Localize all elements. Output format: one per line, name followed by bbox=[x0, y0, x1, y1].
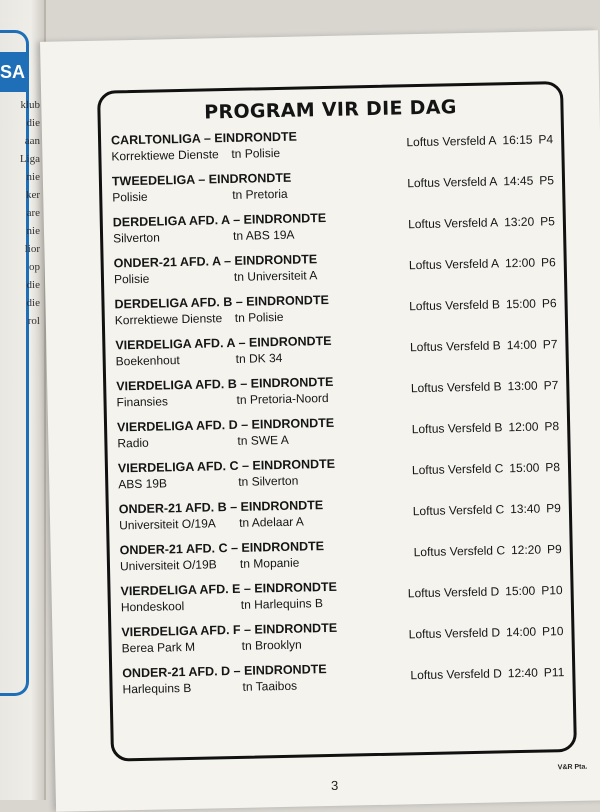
fixture-away-team: Polisie bbox=[244, 145, 281, 161]
fixture-venue: Loftus Versfeld B bbox=[411, 420, 503, 437]
fixture-away bbox=[239, 515, 304, 530]
fixture-home-team: Polisie bbox=[112, 189, 148, 205]
fixture-time: 15:00 bbox=[505, 583, 536, 599]
fixture-venue: Loftus Versfeld A bbox=[406, 133, 497, 150]
fixture-versus: tn bbox=[241, 638, 252, 653]
fixture-away-team: Harlequins B bbox=[254, 596, 324, 612]
fixture-venue: Loftus Versfeld D bbox=[407, 584, 500, 601]
fixture-away bbox=[233, 228, 295, 243]
fixture-pitch: P11 bbox=[543, 665, 565, 680]
fixture-time: 14:45 bbox=[503, 173, 534, 189]
fixture-slot bbox=[402, 583, 563, 600]
fixture-heading: VIERDELIGA AFD. E – EINDRONDTE bbox=[120, 579, 338, 599]
previous-page-line: die bbox=[26, 117, 40, 129]
fixture-heading: ONDER-21 AFD. A – EINDRONDTE bbox=[113, 252, 318, 271]
fixture-away bbox=[242, 638, 302, 653]
fixture-away bbox=[236, 351, 283, 366]
fixture-venue: Loftus Versfeld C bbox=[412, 502, 505, 519]
fixture-pitch: P7 bbox=[542, 337, 558, 352]
previous-page-line: lior bbox=[24, 243, 40, 255]
fixture-time: 15:00 bbox=[505, 296, 537, 312]
fixture-versus: tn bbox=[232, 228, 244, 243]
previous-page-line: are bbox=[26, 207, 40, 219]
fixture-slot bbox=[406, 460, 560, 477]
fixture-versus: tn bbox=[240, 597, 251, 612]
program-title: PROGRAM VIR DIE DAG bbox=[204, 96, 457, 124]
fixture-home-team: Radio bbox=[117, 435, 149, 451]
fixture-heading: VIERDELIGA AFD. D – EINDRONDTE bbox=[116, 415, 335, 435]
fixture-slot bbox=[403, 255, 556, 272]
fixture-away bbox=[232, 187, 288, 202]
fixture-versus: tn bbox=[235, 351, 246, 366]
fixture-away-team: ABS 19A bbox=[245, 227, 295, 243]
fixture-venue: Loftus Versfeld B bbox=[410, 379, 502, 396]
previous-page-line: rol bbox=[27, 315, 40, 327]
fixture-pitch: P5 bbox=[540, 214, 556, 229]
fixture-venue: Loftus Versfeld C bbox=[411, 461, 504, 478]
previous-page-text-fragments bbox=[0, 96, 40, 330]
fixture-home-team: Hondeskool bbox=[120, 599, 185, 615]
fixture-time: 13:20 bbox=[504, 214, 535, 230]
fixture-home-team: Finansies bbox=[116, 394, 169, 410]
fixture-time: 14:00 bbox=[505, 624, 537, 640]
fixture-heading: ONDER-21 AFD. B – EINDRONDTE bbox=[118, 498, 324, 517]
fixture-slot bbox=[404, 665, 564, 682]
fixture-home-team: Korrektiewe Dienste bbox=[111, 147, 219, 164]
previous-page-line: die bbox=[26, 279, 40, 291]
fixture-pitch: P8 bbox=[545, 460, 561, 475]
fixture-versus: tn bbox=[236, 392, 247, 407]
fixture-away-team: Pretoria-Noord bbox=[249, 390, 329, 407]
fixture-slot bbox=[400, 132, 553, 149]
fixture-versus: tn bbox=[238, 474, 249, 489]
fixture-away-team: Universiteit A bbox=[247, 268, 318, 284]
fixture-pitch: P8 bbox=[544, 419, 560, 434]
fixture-pitch: P6 bbox=[540, 255, 556, 270]
fixture-home-team: ABS 19B bbox=[118, 476, 168, 492]
fixture-time: 12:00 bbox=[504, 255, 536, 271]
fixture-list bbox=[101, 124, 573, 708]
fixture-home-team: Harlequins B bbox=[122, 680, 192, 697]
fixture-slot bbox=[401, 173, 554, 190]
fixture-slot bbox=[404, 337, 558, 354]
fixture-venue: Loftus Versfeld A bbox=[407, 174, 498, 191]
fixture-heading: ONDER-21 AFD. C – EINDRONDTE bbox=[119, 539, 325, 558]
fixture-time: 13:00 bbox=[507, 378, 538, 394]
fixture-slot bbox=[403, 296, 557, 313]
fixture-away bbox=[237, 433, 289, 448]
previous-page-heading-fragment: SA bbox=[0, 52, 26, 92]
fixture-heading: VIERDELIGA AFD. F – EINDRONDTE bbox=[121, 620, 338, 640]
fixture-heading: TWEEDELIGA – EINDRONDTE bbox=[111, 170, 292, 189]
page-number: 3 bbox=[330, 777, 339, 793]
fixture-home-team: Universiteit O/19A bbox=[118, 516, 216, 533]
fixture-time: 12:20 bbox=[510, 542, 542, 558]
fixture-pitch: P9 bbox=[546, 501, 562, 516]
fixture-venue: Loftus Versfeld B bbox=[409, 338, 501, 355]
fixture-pitch: P10 bbox=[541, 583, 563, 598]
fixture-away-team: Polisie bbox=[248, 309, 284, 325]
fixture-venue: Loftus Versfeld A bbox=[407, 215, 499, 232]
fixture-away bbox=[242, 679, 297, 694]
previous-page-line: op bbox=[29, 261, 40, 273]
fixture-venue: Loftus Versfeld D bbox=[410, 666, 502, 683]
fixture-time: 16:15 bbox=[502, 132, 533, 148]
fixture-heading: VIERDELIGA AFD. A – EINDRONDTE bbox=[115, 333, 332, 353]
fixture-away bbox=[238, 474, 298, 489]
fixture-away bbox=[236, 391, 328, 407]
fixture-away-team: Silverton bbox=[251, 473, 299, 489]
fixture-away-team: DK 34 bbox=[248, 350, 283, 366]
fixture-versus: tn bbox=[237, 433, 248, 448]
printer-credit: V&R Pta. bbox=[557, 763, 588, 772]
fixture-versus: tn bbox=[239, 556, 251, 571]
fixture-pitch: P4 bbox=[538, 132, 554, 147]
fixture-home-team: Berea Park M bbox=[121, 639, 196, 656]
fixture-home-team: Korrektiewe Dienste bbox=[114, 311, 223, 328]
fixture-away bbox=[240, 556, 300, 571]
fixture-pitch: P5 bbox=[539, 173, 555, 188]
previous-page-line: aan bbox=[24, 135, 40, 147]
previous-page-line: klub bbox=[20, 99, 40, 111]
previous-page-line: nie bbox=[26, 171, 40, 183]
fixture-away-team: Adelaar A bbox=[251, 514, 304, 530]
fixture-versus: tn bbox=[231, 146, 242, 161]
fixture-time: 12:00 bbox=[508, 419, 539, 435]
fixture-heading: DERDELIGA AFD. B – EINDRONDTE bbox=[114, 292, 329, 312]
fixture-heading: VIERDELIGA AFD. C – EINDRONDTE bbox=[117, 456, 336, 476]
fixture-away bbox=[235, 310, 284, 325]
fixture-away-team: Mopanie bbox=[253, 555, 300, 571]
fixture-versus: tn bbox=[234, 310, 245, 325]
fixture-venue: Loftus Versfeld D bbox=[408, 625, 501, 642]
fixture-away-team: SWE A bbox=[250, 432, 289, 448]
fixture-slot bbox=[402, 214, 555, 231]
fixture-slot bbox=[405, 378, 559, 395]
fixture-row bbox=[122, 657, 565, 707]
fixture-home-team: Boekenhout bbox=[115, 353, 180, 369]
fixture-time: 13:40 bbox=[510, 501, 541, 517]
fixture-slot bbox=[403, 624, 564, 641]
fixture-time: 14:00 bbox=[506, 337, 537, 353]
previous-page-line: Liga bbox=[19, 153, 40, 165]
fixture-slot bbox=[407, 501, 561, 518]
fixture-versus: tn bbox=[238, 515, 250, 530]
fixture-away-team: Taaibos bbox=[255, 678, 298, 694]
fixture-home-team: Polisie bbox=[113, 271, 150, 287]
fixture-away bbox=[231, 146, 280, 161]
fixture-versus: tn bbox=[242, 679, 253, 694]
fixture-pitch: P9 bbox=[546, 542, 562, 557]
fixture-home-team: Universiteit O/19B bbox=[119, 557, 217, 574]
program-frame bbox=[97, 81, 577, 762]
fixture-pitch: P6 bbox=[541, 296, 557, 311]
fixture-time: 15:00 bbox=[509, 460, 540, 476]
previous-page-edge bbox=[0, 0, 46, 800]
fixture-away bbox=[234, 268, 318, 284]
fixture-heading: DERDELIGA AFD. A – EINDRONDTE bbox=[112, 210, 327, 230]
fixture-home-team: Silverton bbox=[112, 230, 160, 246]
fixture-versus: tn bbox=[233, 269, 245, 284]
fixture-slot bbox=[408, 542, 562, 559]
previous-page-line: nie bbox=[26, 225, 40, 237]
fixture-venue: Loftus Versfeld B bbox=[409, 297, 501, 314]
fixture-slot bbox=[406, 419, 560, 436]
previous-page-line: ker bbox=[25, 189, 40, 201]
fixture-venue: Loftus Versfeld C bbox=[413, 543, 506, 560]
program-page bbox=[40, 30, 600, 812]
previous-page-line: die bbox=[26, 297, 40, 309]
fixture-away bbox=[241, 596, 323, 612]
fixture-versus: tn bbox=[232, 187, 243, 202]
fixture-away-team: Pretoria bbox=[245, 186, 288, 202]
fixture-heading: ONDER-21 AFD. D – EINDRONDTE bbox=[122, 662, 327, 681]
fixture-heading: VIERDELIGA AFD. B – EINDRONDTE bbox=[116, 374, 334, 394]
fixture-pitch: P10 bbox=[541, 624, 564, 639]
fixture-pitch: P7 bbox=[543, 378, 559, 393]
fixture-heading: CARLTONLIGA – EINDRONDTE bbox=[110, 129, 298, 148]
fixture-time: 12:40 bbox=[507, 665, 538, 681]
fixture-away-team: Brooklyn bbox=[254, 637, 302, 653]
fixture-venue: Loftus Versfeld A bbox=[408, 256, 500, 273]
